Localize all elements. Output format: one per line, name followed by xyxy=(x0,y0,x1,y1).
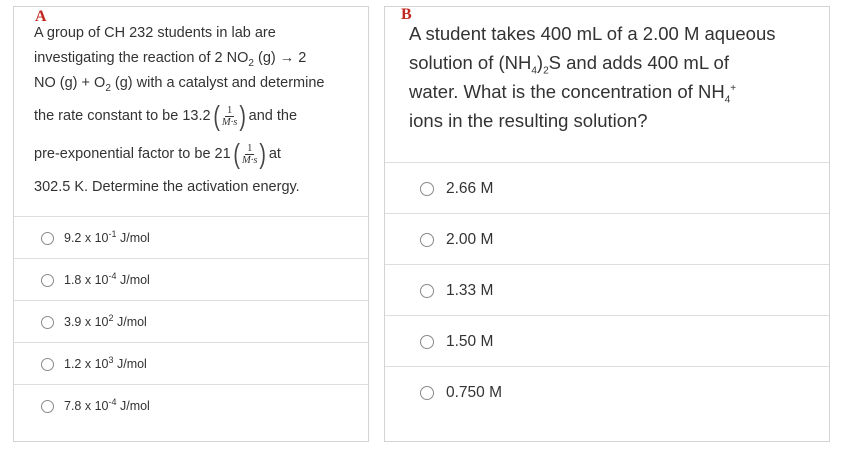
answer-option[interactable] xyxy=(14,384,368,427)
question-b-line-2 xyxy=(409,48,819,77)
answer-option[interactable] xyxy=(14,342,368,385)
option-unit: J/mol xyxy=(116,273,150,287)
question-a-line-5 xyxy=(34,135,352,173)
option-mantissa: 1.2 x 10 xyxy=(64,357,109,371)
question-a-line-3-text: NO (g) + O xyxy=(34,75,106,91)
answer-option-label xyxy=(64,312,147,329)
left-paren: ( xyxy=(212,100,220,131)
answer-option-label: 2.00 M xyxy=(446,230,494,248)
answer-option[interactable] xyxy=(385,264,829,316)
question-b-line-2-rest: S and adds 400 mL of xyxy=(548,52,729,73)
prefactor-text: pre-exponential factor to be 21 xyxy=(34,146,231,162)
fraction-numerator: 1 xyxy=(247,142,253,154)
answer-option[interactable] xyxy=(385,213,829,265)
option-unit: J/mol xyxy=(116,231,150,245)
question-b-line-4: ions in the resulting solution? xyxy=(409,110,648,131)
option-exponent: -4 xyxy=(108,396,117,407)
question-a-line-1: A group of CH 232 students in lab are xyxy=(34,25,276,41)
option-exponent: -1 xyxy=(108,228,117,239)
panel-b-letter: B xyxy=(401,6,412,23)
question-b-text xyxy=(409,19,819,135)
question-a-text xyxy=(34,21,352,200)
subscript: 2 xyxy=(248,57,254,69)
fraction xyxy=(241,143,258,166)
left-paren: ( xyxy=(233,138,240,169)
subscript: 4 xyxy=(724,94,731,106)
answer-option-label xyxy=(64,396,150,413)
superscript: + xyxy=(730,82,737,94)
rate-constant-text-after: and the xyxy=(248,108,298,124)
fraction-denominator: M·s xyxy=(221,116,238,128)
answer-option[interactable] xyxy=(385,162,829,214)
right-paren: ) xyxy=(259,138,267,169)
radio-button[interactable] xyxy=(420,284,434,298)
question-a-line-3-rest: (g) with a catalyst and determine xyxy=(110,75,325,91)
answer-option[interactable] xyxy=(14,258,368,301)
question-b-line-2-paren: ) xyxy=(536,52,544,73)
question-b-line-3-text: water. What is the concentration of NH xyxy=(409,81,725,102)
rate-constant-text: the rate constant to be 13.2 xyxy=(34,108,211,124)
question-a-line-3 xyxy=(34,71,352,96)
answer-option[interactable] xyxy=(14,216,368,259)
subscript: 2 xyxy=(105,82,111,94)
option-unit: J/mol xyxy=(116,399,150,413)
right-paren: ) xyxy=(239,100,247,131)
question-b-line-1: A student takes 400 mL of a 2.00 M aqueous xyxy=(409,23,776,44)
radio-button[interactable] xyxy=(420,233,434,247)
option-mantissa: 1.8 x 10 xyxy=(64,273,109,287)
answer-option-label: 0.750 M xyxy=(446,383,503,401)
answer-option-label: 1.50 M xyxy=(446,332,494,350)
option-exponent: 2 xyxy=(108,312,114,323)
fraction xyxy=(221,105,238,128)
question-a-line-2-text: investigating the reaction of 2 NO xyxy=(34,50,249,66)
subscript: 2 xyxy=(543,65,549,77)
radio-button[interactable] xyxy=(41,316,54,329)
radio-button[interactable] xyxy=(41,274,54,287)
option-exponent: -4 xyxy=(108,270,117,281)
question-a-line-4 xyxy=(34,97,352,135)
option-mantissa: 7.8 x 10 xyxy=(64,399,109,413)
rate-constant-unit-fraction xyxy=(212,102,248,130)
radio-button[interactable] xyxy=(41,232,54,245)
prefactor-text-after: at xyxy=(268,146,281,162)
answer-option[interactable] xyxy=(385,315,829,367)
option-unit: J/mol xyxy=(113,315,147,329)
answer-option-label: 2.66 M xyxy=(446,179,494,197)
option-unit: J/mol xyxy=(113,357,147,371)
prefactor-unit-fraction xyxy=(232,140,268,168)
question-panel-a xyxy=(13,6,369,442)
option-exponent: 3 xyxy=(108,354,114,365)
radio-button[interactable] xyxy=(41,400,54,413)
question-a-line-2 xyxy=(34,46,352,71)
answer-option[interactable] xyxy=(14,300,368,343)
option-mantissa: 9.2 x 10 xyxy=(64,231,109,245)
question-a-line-2-rest: (g) → 2 xyxy=(253,50,307,66)
fraction-numerator: 1 xyxy=(226,104,233,116)
subscript: 4 xyxy=(531,65,537,77)
panel-a-letter: A xyxy=(35,8,47,25)
question-a-line-6: 302.5 K. Determine the activation energy. xyxy=(34,179,300,195)
question-panel-b xyxy=(384,6,830,442)
answer-option-label xyxy=(64,228,150,245)
question-b-line-3 xyxy=(409,77,819,106)
radio-button[interactable] xyxy=(420,182,434,196)
radio-button[interactable] xyxy=(420,335,434,349)
answer-option[interactable] xyxy=(385,366,829,418)
radio-button[interactable] xyxy=(420,386,434,400)
option-mantissa: 3.9 x 10 xyxy=(64,315,109,329)
answer-option-label xyxy=(64,354,147,371)
answer-option-label: 1.33 M xyxy=(446,281,494,299)
radio-button[interactable] xyxy=(41,358,54,371)
fraction-denominator: M·s xyxy=(242,154,258,166)
answer-option-label xyxy=(64,270,150,287)
question-b-line-2-text: solution of (NH xyxy=(409,52,532,73)
